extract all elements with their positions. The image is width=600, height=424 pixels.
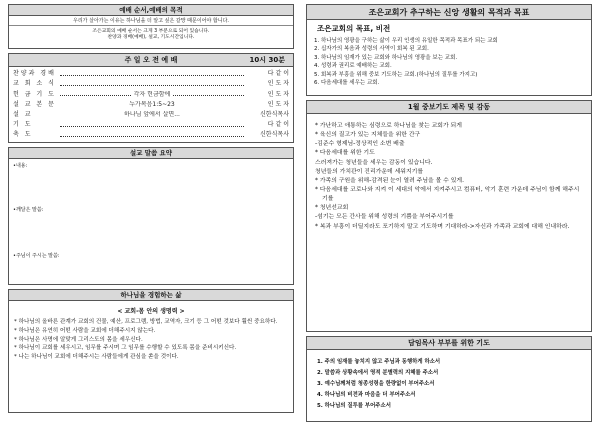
dotted-leader	[60, 82, 244, 86]
pastor-prayer-box	[306, 350, 592, 422]
pastor-prayer-item: 1. 주의 임재를 놓치지 않고 주님과 동행하게 하소서	[317, 359, 441, 365]
purpose-intro: 우리가 살아가는 이유는 하나님을 더 알고 싶은 갈망 때문이어야 합니다.	[9, 16, 293, 26]
worship-row-label: 설 교	[13, 110, 33, 118]
worship-row	[13, 100, 289, 110]
worship-row-label: 축 도	[13, 131, 33, 139]
worship-time: 10시 30분	[249, 56, 285, 64]
purpose-header: 예배 순서,예배의 목적	[8, 4, 294, 16]
dotted-leader	[60, 123, 244, 127]
live-item: * 하나님의 올바른 관계가 교회의 건물, 예산, 프로그램, 방법, 교역자, 크기 등 그 어떤 것보다 훨씬 중요하다.	[14, 319, 278, 326]
worship-order-table	[8, 67, 294, 143]
prayer-line: -섬기는 모든 간사들 위해 성령의 기쁨을 부어주시기를	[315, 214, 454, 221]
dotted-leader	[60, 72, 244, 76]
worship-row-label: 헌 금 기 도	[13, 90, 56, 98]
live-header: 하나님을 경험하는 삶	[8, 289, 294, 301]
sermon-notes-box	[8, 159, 294, 285]
vision-item: 4. 성령과 권리로 예배하는 교회.	[314, 63, 392, 70]
worship-row	[13, 110, 289, 120]
purpose-lines	[9, 26, 293, 48]
prayer-line: 스러져가는 청년들을 세우는 감동이 있습니다.	[315, 159, 433, 166]
sermon-header: 설교 말씀 요약	[8, 147, 294, 159]
vision-header: 조은교회가 추구하는 신앙 생활의 목적과 목표	[306, 4, 592, 20]
prayer-line: * 육신의 질고가 있는 지체들을 위한 간구	[315, 132, 421, 139]
prayer-line: * 청년선교회	[315, 205, 349, 212]
prayer-line: * 가족의 구원을 위해-감격된 눈이 열려 주님을 볼 수 있게.	[315, 177, 464, 184]
sermon-insight-label: •깨달은 말씀:	[13, 207, 44, 213]
vision-item: 2. 십자가의 복음과 성령의 사역이 회복 된 교회.	[314, 46, 429, 53]
pastor-prayer-item: 3. 예수님께처럼 청종성령을 한량없이 부어주소서	[317, 381, 435, 388]
worship-row-leader: 신한식목사	[260, 131, 289, 139]
worship-row-label: 교 회 소 식	[13, 80, 56, 88]
live-item: * 하나님이 교회를 세우시고, 임무를 주시며 그 임무를 수행할 수 있도록 몸을 준비시키신다.	[14, 345, 237, 352]
left-column	[8, 4, 294, 413]
prayer-line: 청년들의 가치관이 진리가운데 세워지기를	[315, 168, 424, 175]
worship-row-detail: 각자 헌금함에	[133, 90, 171, 98]
prayer-header: 1월 중보기도 제목 및 감동	[306, 100, 592, 114]
vision-item: 6. 다음세대를 세우는 교회.	[314, 80, 380, 87]
worship-row-leader: 신한식목사	[260, 110, 289, 118]
vision-box	[306, 20, 592, 96]
pastor-prayer-item: 4. 하나님의 비전과 마음을 더 부어주소서	[317, 392, 416, 399]
worship-row-detail: 하나님 앞에서 살면...	[124, 110, 180, 118]
vision-item: 3. 하나님의 임재가 있는 교회와 하나님의 영광을 보는 교회.	[314, 54, 458, 61]
pastor-prayer-item: 5. 하나님의 질투를 부어주소서	[317, 403, 391, 410]
live-item: * 나는 하나님이 교회에 더해주시는 사람들에게 관심을 쏟을 것이다.	[14, 353, 179, 360]
worship-row-leader: 다 같 이	[267, 70, 289, 78]
worship-row	[13, 69, 289, 79]
dotted-leader	[60, 92, 131, 96]
worship-row-label: 기 도	[13, 121, 33, 129]
prayer-line: * 복과 부흥이 더딜지라도 포기하지 말고 기도하며 기대하라->자신과 가족과 교회에 대해 인내하라.	[315, 223, 570, 230]
vision-item: 1. 하나님의 영광을 구하는 삶이 우리 인생의 유일한 목적과 목표가 되는 교회	[314, 37, 498, 44]
pastor-prayer-header: 담임목사 부부를 위한 기도	[306, 336, 592, 350]
prayer-line: -김준수 형제님-정상적인 소변 배출	[315, 141, 405, 148]
worship-row	[13, 89, 289, 99]
live-subtitle: < 교회-몸 안의 생명력 >	[117, 308, 185, 315]
purpose-line: 조은교회의 예배 순서는 크게 3 부분으로 되어 있습니다.	[92, 29, 210, 34]
purpose-box	[8, 16, 294, 49]
live-box	[8, 301, 294, 413]
live-item: * 하나님은 사명에 알맞게 그리스도의 몸을 세우신다.	[14, 336, 143, 343]
dotted-leader	[173, 92, 244, 96]
worship-row-leader: 다 같 이	[267, 121, 289, 129]
worship-row-leader: 인 도 자	[267, 100, 289, 108]
worship-row-label: 설 교 본 문	[13, 100, 56, 108]
live-item: * 하나님은 유연히 어떤 사람을 교회에 더해주시지 않는다.	[14, 327, 156, 334]
worship-row	[13, 79, 289, 89]
worship-row-detail: 누가복음1:5~23	[129, 100, 175, 108]
purpose-line: 찬양과 경배(예배), 설교, 기도시간입니다.	[107, 35, 195, 41]
worship-row-leader: 인 도 자	[267, 80, 289, 88]
worship-title: 주 일 오 전 예 배	[124, 56, 178, 64]
worship-title-bar	[8, 53, 294, 67]
prayer-box	[306, 114, 592, 332]
worship-row-label: 찬양과 경배	[13, 70, 56, 78]
worship-row-leader: 인 도 자	[267, 90, 289, 98]
vision-subtitle: 조은교회의 목표, 비전	[317, 24, 391, 33]
right-column	[306, 4, 592, 422]
worship-row	[13, 130, 289, 140]
prayer-line: * 가난하고 애통하는 심령으로 하나님을 찾는 교회가 되게	[315, 123, 462, 129]
pastor-prayer-item: 2. 말씀과 상황속에서 영적 분별력의 지혜를 주소서	[317, 370, 439, 377]
prayer-line: * 다음세대를 위한 기도	[315, 150, 375, 157]
prayer-line: * 다음세대를 코로나와 지켜 이 세대의 악에서 지켜주시고 컴퓨터, 악기 훈련 가운데 주님이 함께 해주시기를	[315, 186, 580, 203]
sermon-lord-word-label: •주님이 주시는 말씀:	[13, 253, 60, 259]
dotted-leader	[60, 133, 244, 137]
worship-row	[13, 120, 289, 130]
vision-item: 5. 회복과 부흥을 위해 중보 기도하는 교회.(하나님의 질투를 가지고)	[314, 71, 478, 78]
sermon-content-label: •내용:	[13, 163, 28, 169]
